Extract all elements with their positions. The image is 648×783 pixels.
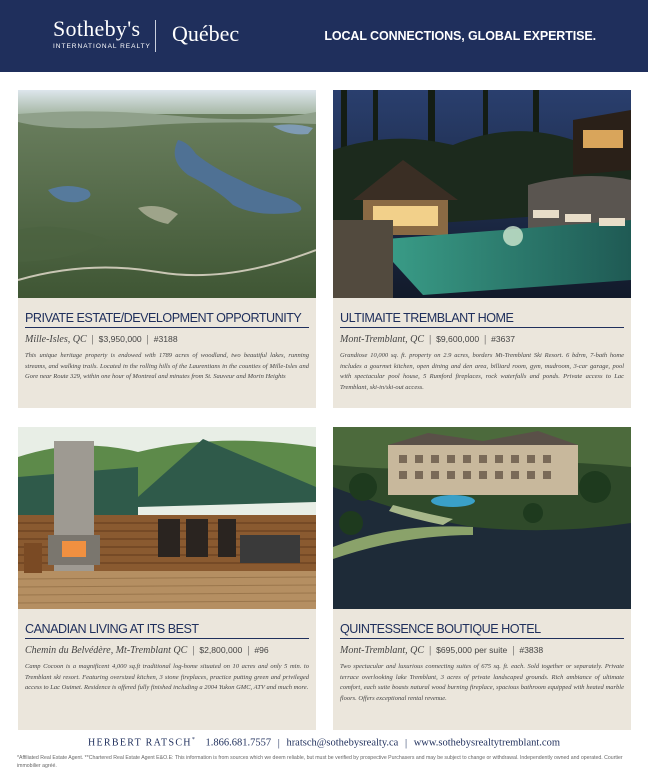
listing-card-quintessence[interactable] (333, 427, 631, 730)
agent-mark: * (191, 737, 195, 743)
contact-line (0, 737, 648, 749)
contact-separator: | (404, 737, 408, 749)
listing-location: Mont-Tremblant, QC (340, 645, 425, 656)
listing-description: Grandiose 10,000 sq. ft. property on 2.9 acres, borders Mt-Tremblant Ski Resort. 6 bdrm, 7-bath home includes a gourmet kitchen, open dining and den area, billiard room, gym, mudroom, 3-car garage, pool with spectacular pool house, 5 Rumford fireplaces, rock waterfalls and ponds. Private access to Lac Tremblant, ski-in/ski-out access. (340, 352, 624, 391)
listing-meta: Mille-Isles, QC | $3,950,000 | #3188 (25, 334, 178, 345)
phone-link[interactable]: 1.866.681.7557 (205, 737, 272, 749)
listing-photo-aerial-lakes[interactable] (18, 90, 316, 298)
listing-meta: Mont-Tremblant, QC | $695,000 per suite | #3838 (340, 645, 544, 656)
aerial-landscape-image (18, 90, 316, 298)
listing-description: Camp Cocoon is a magnificent 4,000 sq.ft traditional log-home situated on 10 acres and only 5 min. to Tremblant ski resort. Featuring oversized kitchen, 3 stone fireplaces, practice putting green and privileged access to Lac Ouimet. Residence is offered fully finished including a 2004 Yukon GMC, ATV and much more. (25, 663, 309, 691)
listing-card-ultimate-tremblant[interactable] (333, 90, 631, 408)
brand-city: Québec (172, 21, 240, 46)
legal-disclaimer: *Affiliated Real Estate Agent. **Chartered Real Estate Agent E&O.E: This information is from sources which we deem reliable, but must be verified by prospective Purchasers and may be subject to change or withdrawal. Independently owned and operated. Courtier immobilier agréé. (17, 755, 623, 769)
listing-meta: Chemin du Belvédère, Mt-Tremblant QC | $2,800,000 | #96 (25, 645, 269, 656)
listing-title: CANADIAN LIVING AT ITS BEST (25, 609, 309, 639)
listing-photo-log-home[interactable] (18, 427, 316, 609)
listing-meta: Mont-Tremblant, QC | $9,600,000 | #3637 (340, 334, 516, 345)
listing-location: Mont-Tremblant, QC (340, 334, 425, 345)
website-link[interactable]: www.sothebysrealtytremblant.com (413, 737, 560, 749)
site-header (0, 0, 648, 72)
listing-title: ULTIMAITE TREMBLANT HOME (340, 298, 624, 328)
logo-divider (155, 20, 156, 52)
listing-card-mille-isles[interactable] (18, 90, 316, 408)
listing-photo-pool-house[interactable] (333, 90, 631, 298)
listing-info (18, 298, 316, 408)
listing-card-canadian-living[interactable] (18, 427, 316, 730)
email-link[interactable]: hratsch@sothebysrealty.ca (286, 737, 399, 749)
listing-id: #3188 (153, 334, 178, 344)
brand-logo-name: Sotheby's (53, 16, 141, 41)
listing-id: #96 (254, 645, 269, 655)
listing-price: $3,950,000 (98, 334, 142, 344)
listing-id: #3838 (519, 645, 544, 655)
lakeside-hotel-image (333, 427, 631, 609)
listing-info (18, 609, 316, 730)
listing-info (333, 298, 631, 408)
contact-separator: | (277, 737, 280, 749)
pool-house-night-image (333, 90, 631, 298)
listing-photo-lakeside-hotel[interactable] (333, 427, 631, 609)
log-home-image (18, 427, 316, 609)
brand-logo-subtitle: INTERNATIONAL REALTY (53, 43, 151, 50)
listing-title: PRIVATE ESTATE/DEVELOPMENT OPPORTUNITY (25, 298, 309, 328)
listing-info (333, 609, 631, 730)
listing-price: $695,000 per suite (436, 645, 508, 655)
listing-location: Chemin du Belvédère, Mt-Tremblant QC (25, 645, 188, 656)
listing-location: Mille-Isles, QC (25, 334, 87, 345)
listing-description: This unique heritage property is endowed with 1789 acres of woodland, two beautiful lakes, running streams, and walking trails. Located in the rolling hills of the Laurentians in the counties of Mille-Isles and Gore near Route 329, within one hour of Montreal and minutes from St. Sauveur and Morin Heights (25, 352, 309, 380)
listing-description: Two spectacular and luxurious connecting suites of 675 sq. ft. each. Sold together or separately. Private terrace overlooking lake Tremblant, 3 acres of private landscaped grounds. Rich ambiance of ultimate comfort, each suite boasts natural wood burning fireplace, spacious bathroom equipped with heated marble floors. Offers exceptional rental revenue. (340, 663, 624, 702)
header-tagline: LOCAL CONNECTIONS, GLOBAL EXPERTISE. (324, 29, 596, 43)
listing-price: $9,600,000 (436, 334, 480, 344)
agent-name: HERBERT RATSCH (88, 737, 192, 749)
listing-title: QUINTESSENCE BOUTIQUE HOTEL (340, 609, 624, 639)
listing-price: $2,800,000 (199, 645, 243, 655)
listing-id: #3637 (491, 334, 516, 344)
